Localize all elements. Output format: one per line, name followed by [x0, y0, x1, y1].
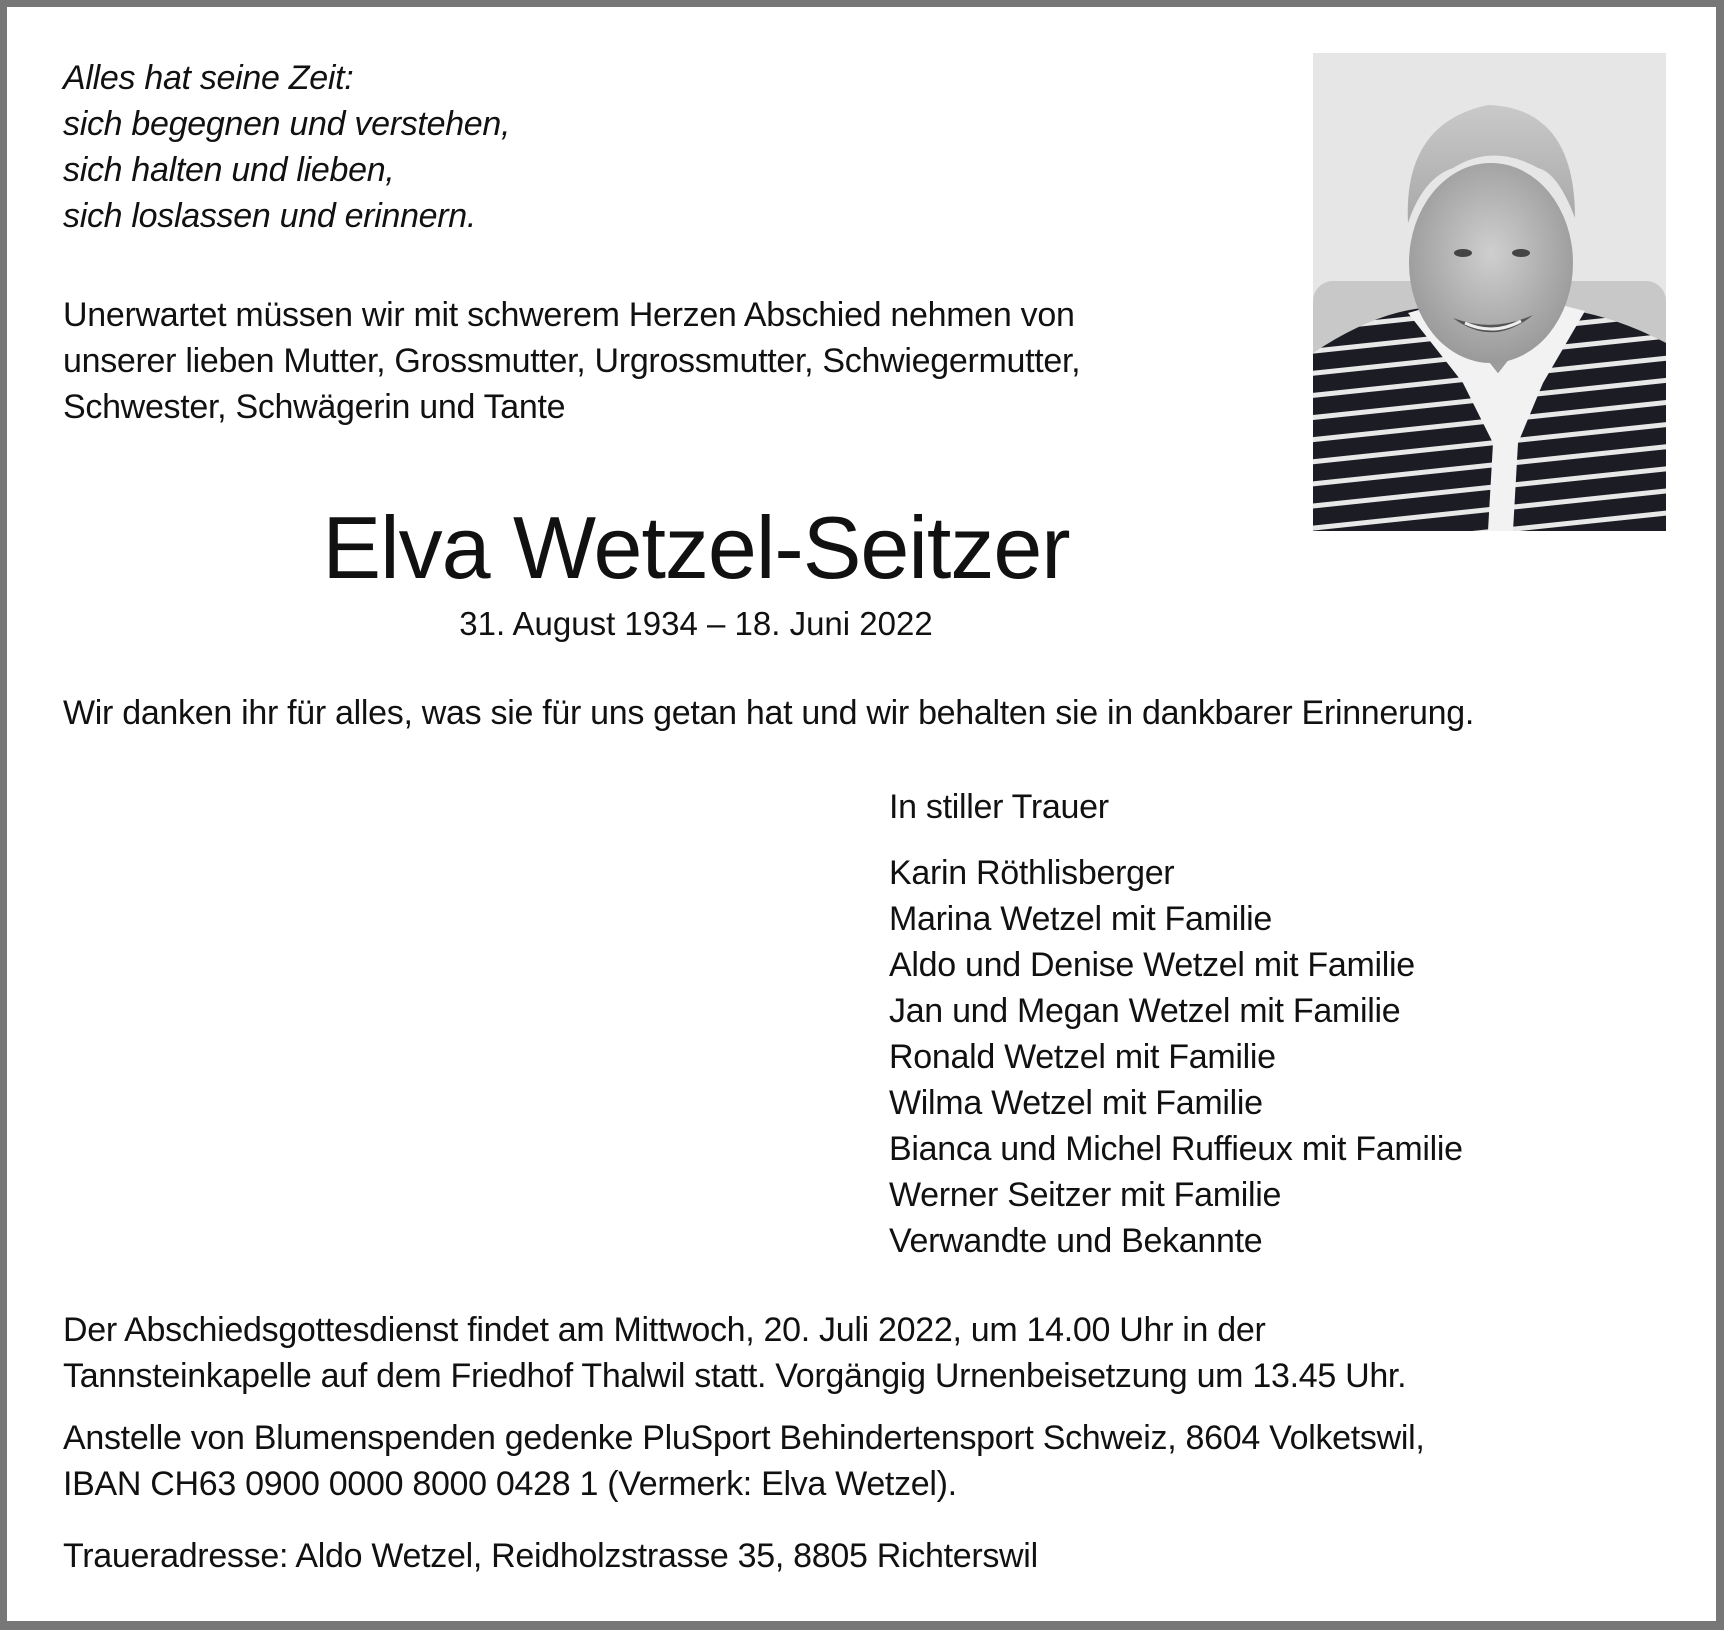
mourner-item: Werner Seitzer mit Familie [889, 1176, 1282, 1214]
donation-info [63, 1415, 1425, 1507]
verse-line: sich loslassen und erinnern. [63, 197, 477, 235]
intro-line: Schwester, Schwägerin und Tante [63, 388, 566, 426]
mourner-item: Marina Wetzel mit Familie [889, 900, 1272, 938]
verse [63, 55, 510, 239]
intro-line: Unerwartet müssen wir mit schwerem Herzen Abschied nehmen von [63, 296, 1075, 334]
service-line: Tannsteinkapelle auf dem Friedhof Thalwil statt. Vorgängig Urnenbeisetzung um 13.45 Uhr. [63, 1357, 1407, 1395]
verse-line: sich halten und lieben, [63, 151, 395, 189]
service-line: Der Abschiedsgottesdienst findet am Mittwoch, 20. Juli 2022, um 14.00 Uhr in der [63, 1311, 1266, 1349]
mourner-item: Wilma Wetzel mit Familie [889, 1084, 1263, 1122]
donation-line: Anstelle von Blumenspenden gedenke PluSport Behindertensport Schweiz, 8604 Volketswil, [63, 1419, 1425, 1457]
mourner-item: Karin Röthlisberger [889, 854, 1175, 892]
mourner-item: Ronald Wetzel mit Familie [889, 1038, 1276, 1076]
mourning-address: Traueradresse: Aldo Wetzel, Reidholzstrasse 35, 8805 Richterswil [63, 1537, 1038, 1575]
verse-line: sich begegnen und verstehen, [63, 105, 511, 143]
thanks-text: Wir danken ihr für alles, was sie für uns getan hat und wir behalten sie in dankbarer Erinnerung. [63, 694, 1475, 732]
mourner-item: Bianca und Michel Ruffieux mit Familie [889, 1130, 1463, 1168]
mourners-list [889, 850, 1463, 1264]
donation-line: IBAN CH63 0900 0000 8000 0428 1 (Vermerk: Elva Wetzel). [63, 1465, 957, 1503]
deceased-name: Elva Wetzel-Seitzer [322, 498, 1070, 597]
mourners-heading: In stiller Trauer [889, 788, 1109, 826]
mourner-item: Verwandte und Bekannte [889, 1222, 1263, 1260]
service-info [63, 1307, 1406, 1399]
mourner-item: Jan und Megan Wetzel mit Familie [889, 992, 1401, 1030]
intro-paragraph [63, 292, 1080, 430]
intro-line: unserer lieben Mutter, Grossmutter, Urgrossmutter, Schwiegermutter, [63, 342, 1081, 380]
life-dates: 31. August 1934 – 18. Juni 2022 [459, 605, 933, 642]
portrait-photo [1313, 53, 1666, 531]
verse-line: Alles hat seine Zeit: [63, 59, 354, 97]
mourner-item: Aldo und Denise Wetzel mit Familie [889, 946, 1415, 984]
portrait-image [1313, 53, 1666, 531]
